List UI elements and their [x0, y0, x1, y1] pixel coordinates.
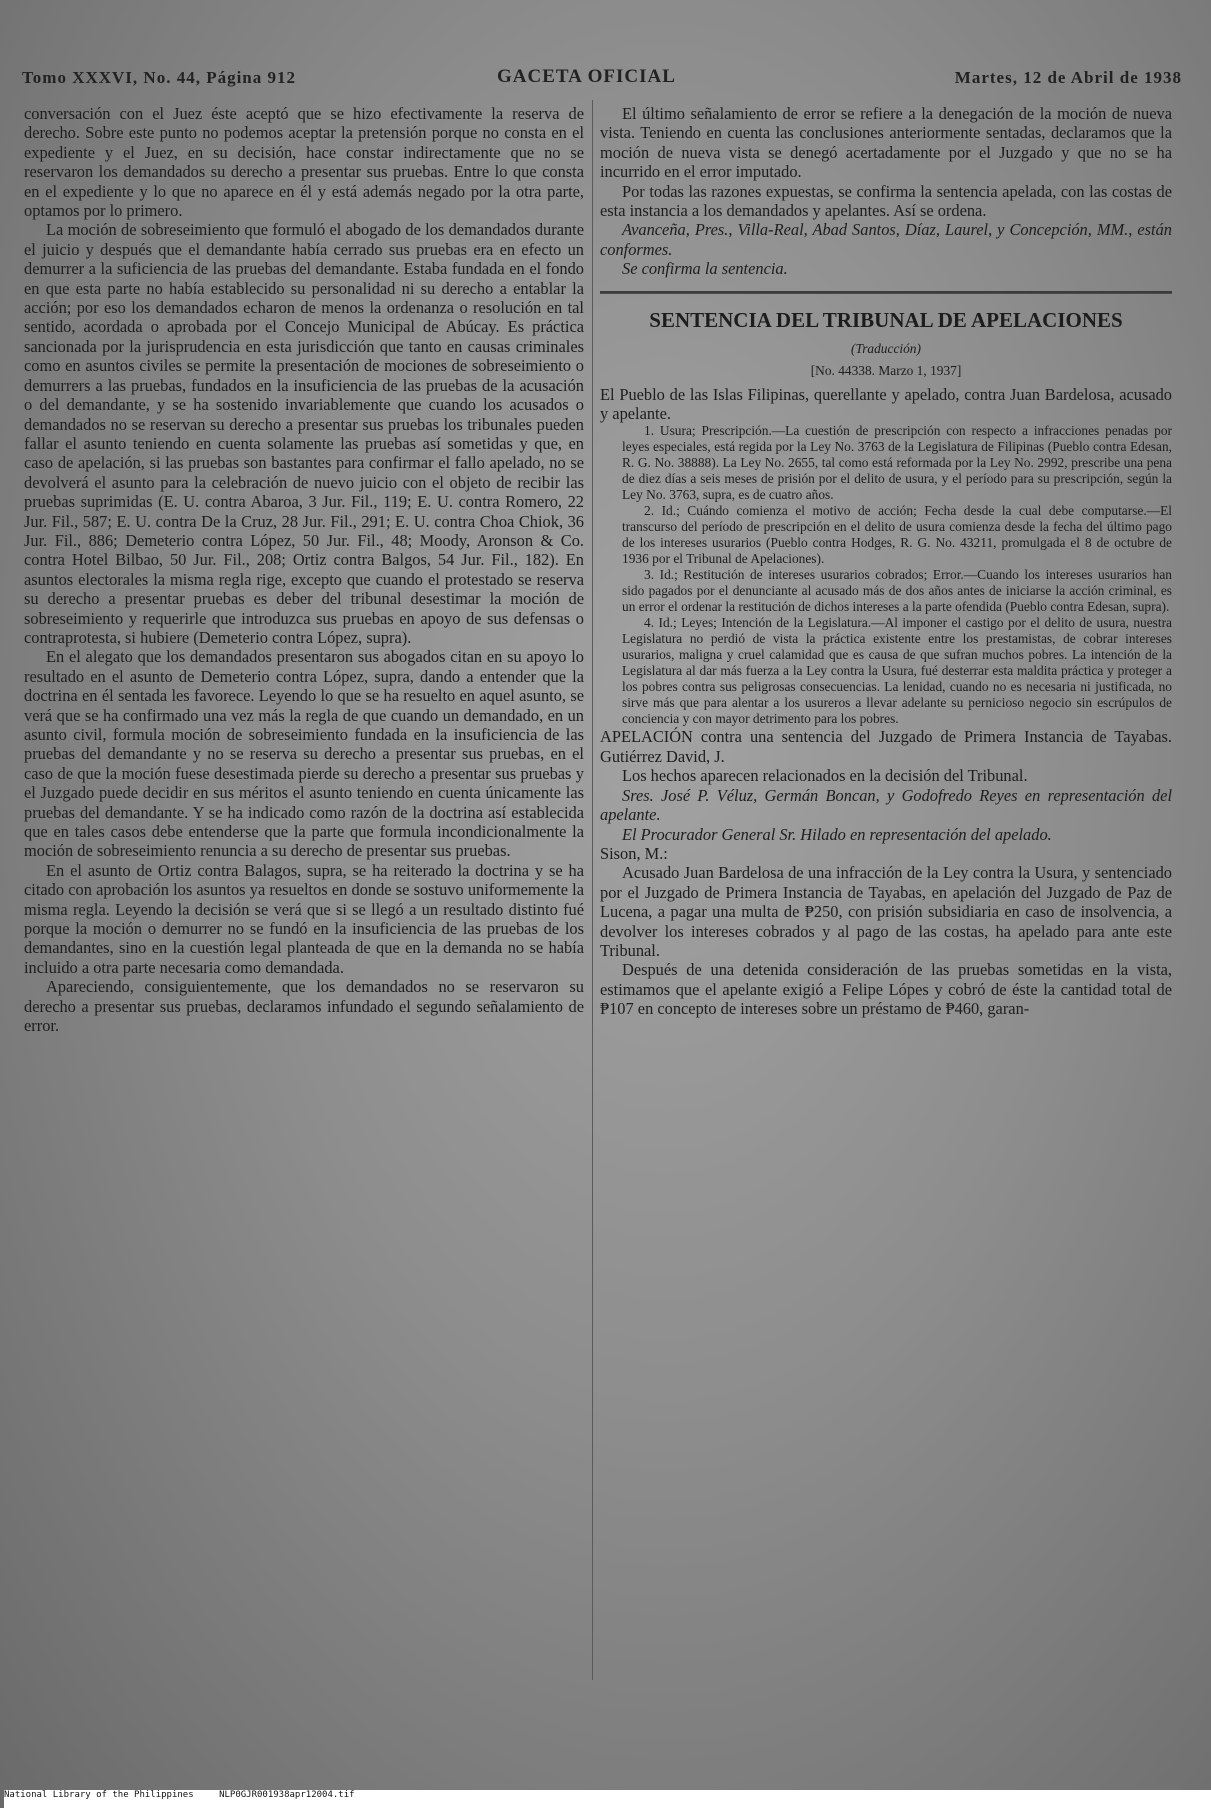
counsel-appellant: Sres. José P. Véluz, Germán Boncan, y Godofredo Reyes en representación del apelante.	[600, 785, 1172, 825]
footer-file: NLP0GJR001938apr12004.tif	[219, 1790, 355, 1800]
concurring-judges: Avanceña, Pres., Villa-Real, Abad Santos, Díaz, Laurel, y Concepción, MM., están conformes.	[600, 220, 1172, 259]
section-rule	[600, 291, 1172, 294]
syllabus-item: 2. Id.; Cuándo comienza el motivo de acción; Fecha desde la cual debe computarse.—El transcurso del período de prescripción en el delito de usura comienza desde la fecha del último pago de los intereses usurarios (Pueblo contra Hodges, R. G. No. 43211, promulgada el 8 de octubre de 1936 por el Tribunal de Apelaciones).	[622, 503, 1172, 567]
section-title: SENTENCIA DEL TRIBUNAL DE APELACIONES	[649, 307, 1123, 332]
header-gazette-title: GACETA OFICIAL	[497, 66, 676, 87]
facts-statement: Los hechos aparecen relacionados en la decisión del Tribunal.	[622, 766, 1028, 786]
syllabus-item: 3. Id.; Restitución de intereses usurarios cobrados; Error.—Cuando los intereses usurarios han sido pagados por el denunciante al acusado más de dos años antes de iniciarse la acción criminal, es un error el ordenar la restitución de dichos intereses a la parte ofendida (Pueblo contra Edesan, supra).	[622, 567, 1172, 615]
left-paragraph-3: En el alegato que los demandados presentaron sus abogados citan en su apoyo lo resultado en el asunto de Demeterio contra López, supra, dando a entender que la doctrina en él sentada les favorece. Leyendo lo que se ha resuelto en aquel asunto, se verá que se ha confirmado una vez más la regla de que cuando un demandado, en un asunto civil, formula moción de sobreseimiento fundada en la insuficiencia de las pruebas del demandante y no se reserva su derecho a presentar sus pruebas, en el caso de que la moción fuese desestimada pierde su derecho a presentar sus pruebas y el Juzgado puede decidir en sus méritos el asunto teniendo en cuenta únicamente las pruebas del demandante. Y se ha indicado como razón de la doctrina así establecida que en tales casos debe entenderse que la parte que formula incondicionalmente la moción de sobreseimiento renuncia a su derecho de presentar sus pruebas.	[24, 647, 584, 861]
page-header	[22, 66, 1182, 92]
right-paragraph-2: Por todas las razones expuestas, se confirma la sentencia apelada, con las costas de esta instancia a los demandados y apelantes. Así se ordena.	[600, 181, 1172, 221]
translation-note: (Traducción)	[851, 340, 921, 356]
appeal-statement: APELACIÓN contra una sentencia del Juzgado de Primera Instancia de Tayabas. Gutiérrez David, J.	[600, 727, 1172, 766]
left-paragraph-4: En el asunto de Ortiz contra Balagos, supra, se ha reiterado la doctrina y se ha citado con aprobación los asuntos ya resueltos en donde se sostuvo uniformemente la misma regla. Leyendo la decisión se verá que si se llegó a un resultado distinto fué porque la moción o demurrer no se fundó en la insuficiencia de las pruebas de los demandantes, sino en la cuestión legal planteada de que en la demanda no se había incluido a otra parte necesaria como demandada.	[24, 860, 584, 977]
syllabus-item: 4. Id.; Leyes; Intención de la Legislatura.—Al imponer el castigo por el delito de usura, nuestra Legislatura no perdió de vista la práctica existente entre los prestamistas, de cobrar intereses usurarios, maligna y cruel calamidad que es causa de que sufran muchos pobres. La intención de la Legislatura al dar más fuerza a la Ley contra la Usura, fué desterrar esta maldita práctica y proteger a los pobres contra sus peligrosas consecuencias. La lenidad, cuando no es necesaria ni justificada, no sirve más que para alentar a los usureros a llevar adelante su pernicioso negocio sin escrúpulos de conciencia y con mayor detrimento para los pobres.	[622, 615, 1172, 727]
left-column	[24, 104, 584, 1036]
opinion-author: Sison, M.:	[600, 843, 668, 863]
disposition: Se confirma la sentencia.	[622, 259, 788, 279]
header-volume-page: Tomo XXXVI, No. 44, Página 912	[22, 68, 297, 87]
left-paragraph-2: La moción de sobreseimiento que formuló el abogado de los demandados durante el juicio y después que el demandante había cerrado sus pruebas era en efecto un demurrer a la suficiencia de las pruebas del demandante. Estaba fundada en el fondo en que esta parte no había establecido su personalidad ni su derecho a entablar la acción; por eso los demandados echaron de menos la ordenanza o resolución en tal sentido, acordada o aprobada por el Concejo Municipal de Abúcay. Es práctica sancionada por la jurisprudencia en esta jurisdicción que tanto en causas criminales como en asuntos civiles se permite la presentación de mociones de sobreseimiento o demurrers a las pruebas, fundados en la insuficiencia de las pruebas de la acusación o del demandante, y se ha sostenido invariablemente que cuando los acusados o demandados no se reservan su derecho a presentar sus pruebas los tribunales pueden fallar el asunto teniendo en cuenta solamente las pruebas así sometidas y que, en caso de apelación, si las pruebas son bastantes para confirmar el fallo apelado, no se devolverá el asunto para la celebración de nuevo juicio con el objeto de recibir las pruebas suprimidas (E. U. contra Abaroa, 3 Jur. Fil., 119; E. U. contra Romero, 22 Jur. Fil., 587; E. U. contra De la Cruz, 28 Jur. Fil., 291; E. U. contra Choa Chiok, 36 Jur. Fil., 886; Demeterio contra López, 50 Jur. Fil., 48; Moody, Aronson & Co. contra Hotel Bilbao, 50 Jur. Fil., 208; Ortiz contra Balgos, 54 Jur. Fil., 182). En asuntos electorales la misma regla rige, excepto que cuando el protestado se reserva su derecho a presentar pruebas es deber del tribunal desestimar la moción de sobreseimiento y requerirle que introduzca sus pruebas en apoyo de sus defensas o contraprotesta, si hubiere (Demeterio contra López, supra).	[24, 220, 584, 647]
right-column	[600, 104, 1172, 1019]
syllabus-item: 1. Usura; Prescripción.—La cuestión de prescripción con respecto a infracciones penadas por leyes especiales, está regida por la Ley No. 3763 de la Legislatura de Filipinas (Pueblo contra Edesan, R. G. No. 38888). La Ley No. 2655, tal como está reformada por la Ley No. 2992, prescribe una pena de diez días a seis meses de prisión por el delito de usura, y el período para su prescripción, según la Ley No. 3763, supra, es de cuatro años.	[622, 423, 1172, 503]
column-divider	[592, 100, 593, 1680]
left-paragraph-5: Apareciendo, consiguientemente, que los demandados no se reservaron su derecho a presentar sus pruebas, declaramos infundado el segundo señalamiento de error.	[24, 977, 584, 1036]
opinion-paragraph-1: Acusado Juan Bardelosa de una infracción de la Ley contra la Usura, y sentenciado por el Juzgado de Primera Instancia de Tayabas, en apelación del Juzgado de Paz de Lucena, a pagar una multa de ₱250, con prisión subsidiaria en caso de insolvencia, a devolver los intereses cobrados y al pago de las costas, ha apelado para ante este Tribunal.	[600, 863, 1172, 960]
opinion-paragraph-2: Después de una detenida consideración de las pruebas sometidas en la vista, estimamos que el apelante exigió a Felipe Lópes y cobró de éste la cantidad total de ₱107 en concepto de intereses sobre un préstamo de ₱460, garan-	[600, 960, 1172, 1019]
right-paragraph-1: El último señalamiento de error se refiere a la denegación de la moción de nueva vista. Teniendo en cuenta las conclusiones anteriormente sentadas, declaramos que la moción de nueva vista se denegó acertadamente por el Juzgado y que no se ha incurrido en el error imputado.	[600, 104, 1172, 182]
header-date: Martes, 12 de Abril de 1938	[954, 68, 1182, 87]
counsel-appellee: El Procurador General Sr. Hilado en representación del apelado.	[622, 824, 1052, 844]
case-number: [No. 44338. Marzo 1, 1937]	[810, 362, 962, 378]
left-paragraph-1: conversación con el Juez éste aceptó que se hizo efectivamente la reserva de derecho. Sobre este punto no podemos aceptar la pretensión porque no consta en el expediente y el Juez, en su decisión, hace constar indirectamente que no se reservaron los demandados su derecho a presentar sus pruebas. Entre lo que consta en el expediente y lo que no aparece en él y está además negado por la otra parte, optamos por lo primero.	[24, 104, 584, 221]
scan-footer	[4, 1790, 1211, 1808]
syllabus	[600, 423, 1172, 727]
case-parties: El Pueblo de las Islas Filipinas, querellante y apelado, contra Juan Bardelosa, acusado y apelante.	[600, 384, 1172, 424]
footer-library: National Library of the Philippines	[4, 1790, 194, 1800]
